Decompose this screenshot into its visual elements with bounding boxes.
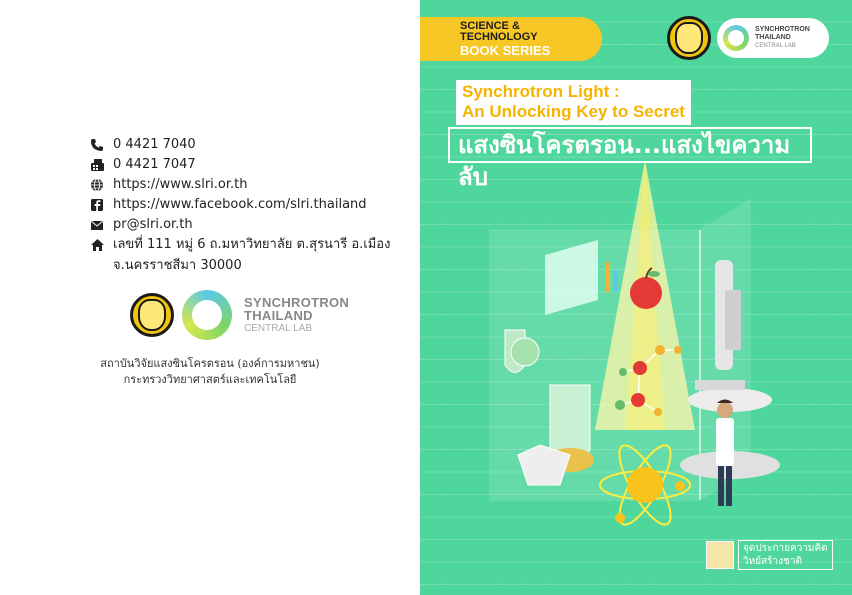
front-cover [420,0,852,595]
institute-name: สถาบันวิจัยแสงซินโครตรอน (องค์การมหาชน) [100,357,320,370]
phone-icon [89,137,105,153]
institute-seal-logo [130,293,174,337]
synchrotron-ring-logo-small [723,25,749,51]
synchrotron-ring-logo [182,290,232,340]
address-line-1: เลขที่ 111 หมู่ 6 ถ.มหาวิทยาลัย ต.สุรนารี อ.เมือง [113,237,391,252]
fax-icon [89,157,105,173]
address-line-2: จ.นครราชสีมา 30000 [113,258,242,273]
series-line-3: BOOK SERIES [460,43,551,58]
logo-row [130,290,349,340]
slogan-text: จุดประกายความคิด วิทย์สร้างชาติ [738,540,833,570]
brand-line-2: THAILAND [244,307,313,323]
facebook-icon [89,197,105,213]
home-icon [89,237,105,253]
fax-number: 0 4421 7047 [113,157,196,172]
phone-number: 0 4421 7040 [113,137,196,152]
title-line-2: An Unlocking Key to Secret [462,102,685,121]
facebook-link[interactable]: https://www.facebook.com/slri.thailand [113,197,367,212]
back-cover [0,0,420,595]
contact-list [89,136,390,276]
contact-email [89,216,390,236]
pill-brand-text: SYNCHROTRON THAILAND CENTRAL LAB [755,26,810,49]
brand-line-1: SYNCHROTRON [244,294,350,310]
contact-fax [89,156,390,176]
lightbulb-box-icon [706,541,734,569]
slogan-badge [706,540,833,570]
series-line-1: SCIENCE & TECHNOLOGY [460,20,538,43]
mail-icon [89,217,105,233]
english-title [456,80,691,125]
title-line-1: Synchrotron Light : [462,82,620,101]
contact-address [89,236,390,256]
contact-facebook [89,196,390,216]
brand-line-3: CENTRAL LAB [244,322,312,334]
ministry-name: กระทรวงวิทยาศาสตร์และเทคโนโลยี [123,373,297,386]
globe-icon [89,177,105,193]
cover-logos [667,16,829,60]
thai-title: แสงซินโครตรอน...แสงไขความลับ [448,127,812,163]
book-series-band [420,17,602,61]
synchrotron-pill-logo [717,18,829,58]
email-link[interactable]: pr@slri.or.th [113,217,193,232]
website-link[interactable]: https://www.slri.or.th [113,177,248,192]
contact-website [89,176,390,196]
brand-text [244,296,349,335]
institute-seal-logo-small [667,16,711,60]
contact-phone [89,136,390,156]
